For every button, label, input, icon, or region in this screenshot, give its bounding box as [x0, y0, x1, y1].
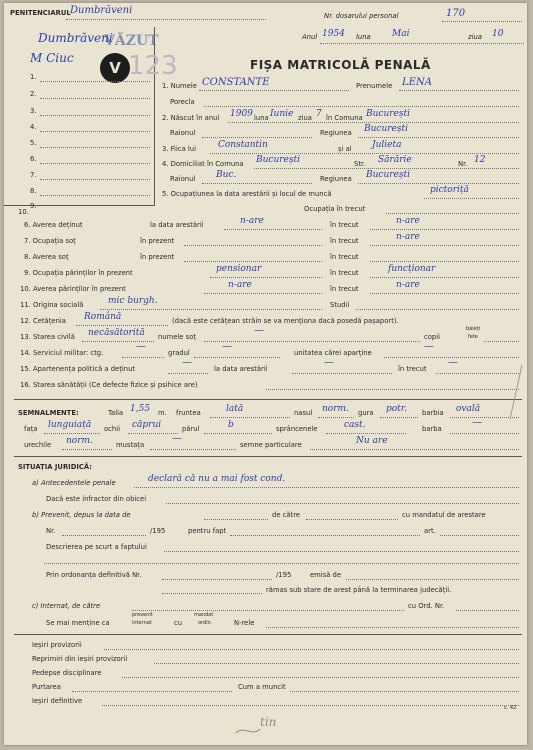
semne-label: semne particulare	[240, 441, 302, 449]
ordonanta-an-label: /195	[276, 571, 292, 579]
serviciul-militar-ctg: —	[136, 341, 146, 352]
avere-sot-label: 8. Averea soț	[24, 253, 69, 261]
juridica-title: SITUAȚIA JURIDICĂ:	[18, 463, 92, 471]
avere-parinti-value: n-are	[228, 280, 252, 290]
unitatea-value: —	[424, 341, 434, 352]
ocupatia-trecut-label: Ocupația în trecut	[304, 205, 366, 213]
nasul-value: norm.	[322, 404, 349, 414]
iesiri-provizorii-label: Ieșiri provizorii	[32, 641, 82, 649]
fata-value: lunguiață	[48, 420, 92, 430]
mustata-label: mustața	[116, 441, 145, 449]
regiunea-value: București	[364, 124, 408, 134]
ochii-label: ochii	[104, 425, 120, 433]
pencil-margin-mark	[504, 363, 526, 423]
document-page	[4, 3, 527, 745]
side-number: 8.	[30, 187, 37, 195]
ocupatia-sot-trecut-value: n-are	[396, 232, 420, 242]
nasul-label: nasul	[294, 409, 313, 417]
ocupatia-sot-trecut-label: în trecut	[330, 237, 359, 245]
barbia-value: ovală	[456, 404, 481, 414]
side-number: 4.	[30, 123, 37, 131]
internat-label: c) Internat, de către	[32, 602, 101, 610]
anul-label: Anul	[302, 33, 318, 41]
luna-label: luna	[356, 33, 371, 41]
penitenciar-label: PENITENCIARUL	[10, 9, 71, 17]
avere-data-label: la data arestării	[150, 221, 204, 229]
luna-value: Mai	[392, 29, 410, 39]
avere-trecut-value: n-are	[396, 216, 420, 226]
nr-label: Nr.	[458, 160, 468, 168]
gradul-value: —	[222, 341, 232, 352]
nascut-label: 2. Născut în anul	[162, 114, 220, 122]
ocupatia-sot-label: 7. Ocupația soț	[24, 237, 76, 245]
mentine-label: Se mai menține ca	[46, 619, 110, 627]
starea-civila-label: 13. Starea civilă	[20, 333, 75, 341]
prevenit-an-label: /195	[150, 527, 166, 535]
apartenenta-data-label: la data arestării	[214, 365, 268, 373]
strada-value: Sărărie	[378, 155, 412, 165]
strada-label: Str.	[354, 160, 366, 168]
ocupatia-parinti-label: 9. Ocupația părinților în prezent	[24, 269, 133, 277]
side-number: 2.	[30, 90, 37, 98]
stamp-number: 123	[128, 51, 178, 81]
emisa-label: emisă de	[310, 571, 342, 579]
cetatenia-label: 12. Cetățenia	[20, 317, 66, 325]
origina-label: 11. Origina socială	[20, 301, 84, 309]
cetatenia-nota: (dacă este cetățean străin se va menționa dacă posedă pașaport).	[172, 317, 399, 325]
baieti-label: băieți	[466, 326, 481, 332]
ocupatiune-value: pictoriță	[430, 185, 469, 195]
semnalmente-label: SEMNALMENTE:	[18, 409, 79, 417]
pedepse-label: Pedepse disciplinare	[32, 669, 102, 677]
ordonanta-label: Prin ordonanța definitivă Nr.	[46, 571, 142, 579]
gura-value: potr.	[386, 404, 407, 414]
stamp-hw-1: Dumbrăveni	[38, 31, 113, 45]
infractor-label: Dacă este infractor din obicei	[46, 495, 147, 503]
prenume-label: Prenumele	[356, 82, 393, 90]
form-code: c. 42	[504, 705, 517, 711]
talia-value: 1,55	[130, 404, 151, 414]
mentine-mandat: mandat	[194, 612, 214, 618]
mama-label: și al	[338, 145, 352, 153]
urechile-value: norm.	[66, 436, 93, 446]
purtarea-label: Purtarea	[32, 683, 61, 691]
avere-sot-prezent-label: în prezent	[140, 253, 175, 261]
mentine-cu: cu	[174, 619, 183, 627]
apartenenta-data-value: —	[324, 357, 334, 368]
nascut-comuna-label: în Comuna	[326, 114, 363, 122]
fete-label: fete	[468, 334, 478, 340]
nume-sot-value: —	[254, 325, 264, 336]
mentine-internat: internat	[132, 620, 152, 626]
nrele-label: N-rele	[234, 619, 255, 627]
mentine-ordin: ordin	[198, 620, 211, 626]
ocupatiune-label: 5. Ocupațiunea la data arestării și locul de muncă	[162, 190, 332, 198]
stamp-badge: V	[100, 53, 130, 83]
origina-value: mic burgh.	[108, 296, 158, 306]
avere-trecut-label: în trecut	[330, 221, 359, 229]
mentine-prevenit: prevenit	[132, 612, 153, 618]
ocupatia-parinti-value: pensionar	[216, 264, 262, 274]
anul-value: 1954	[322, 29, 345, 39]
talia-label: Talia	[108, 409, 124, 417]
domiciliu-label: 4. Domiciliat în Comuna	[162, 160, 244, 168]
regiunea-label: Regiunea	[320, 129, 352, 137]
domiciliu-comuna: București	[256, 155, 300, 165]
prevenit-label: b) Prevenit, depus la data de	[32, 511, 131, 519]
nascut-ziua-label: ziua	[298, 114, 312, 122]
antecedente-value: declară că nu a mai fost cond.	[148, 474, 286, 484]
nascut-ziua: 7	[316, 109, 322, 119]
studii-label: Studii	[330, 301, 350, 309]
ziua-value: 10	[492, 29, 504, 39]
ocupatia-sot-prezent-label: în prezent	[140, 237, 175, 245]
starea-civila-value: necăsătorită	[88, 328, 145, 338]
art-label: art.	[424, 527, 436, 535]
avere-value: n-are	[240, 216, 264, 226]
nume-sot-label: numele soț	[158, 333, 197, 341]
barba-value: —	[472, 417, 482, 428]
gradul-label: gradul	[168, 349, 190, 357]
mustata-value: —	[172, 433, 182, 444]
nume-value: CONSTANTE	[202, 77, 270, 88]
internat-ord-label: cu Ord. Nr.	[408, 602, 445, 610]
sanatate-label: 16. Starea sănătății (Ce defecte fizice și psihice are)	[20, 381, 198, 389]
parul-label: părul	[182, 425, 200, 433]
avere-parinti-trecut-value: n-are	[396, 280, 420, 290]
raionul-label: Raionul	[170, 129, 196, 137]
iesiri-definitive-label: Ieșiri definitive	[32, 697, 83, 705]
serviciul-militar-label: 14. Serviciul militar: ctg.	[20, 349, 104, 357]
apartenenta-trecut-value: —	[448, 357, 458, 368]
stamp-hw-2: M Ciuc	[30, 51, 74, 65]
penitenciar-value: Dumbrăveni	[70, 5, 133, 16]
nascut-an: 1909	[230, 109, 253, 119]
fruntea-label: fruntea	[176, 409, 201, 417]
fruntea-value: lată	[226, 404, 244, 414]
mandat-arestare-label: cu mandatul de arestare	[402, 511, 486, 519]
apartenenta-value: —	[182, 357, 192, 368]
parul-value: b	[228, 420, 234, 430]
avere-parinti-trecut-label: în trecut	[330, 285, 359, 293]
prenume-value: LENA	[402, 77, 432, 88]
barbia-label: barbia	[422, 409, 444, 417]
avere-parinti-label: 10. Averea părinților în prezent	[20, 285, 126, 293]
nume-label: 1. Numele	[162, 82, 197, 90]
antecedente-label: a) Antecedentele penale	[32, 479, 116, 487]
side-number: 7.	[30, 171, 37, 179]
fiica-tata: Constantin	[218, 140, 268, 150]
side-number: 10.	[18, 208, 29, 216]
fata-label: fața	[24, 425, 38, 433]
raionul-label-2: Raionul	[170, 175, 196, 183]
unitatea-label: unitatea cărei aparține	[294, 349, 372, 357]
side-number: 9.	[30, 202, 37, 210]
nr-value: 12	[474, 155, 486, 165]
page-title: FIȘA MATRICOLĂ PENALĂ	[250, 58, 431, 72]
side-number: 3.	[30, 107, 37, 115]
avere-sot-trecut-label: în trecut	[330, 253, 359, 261]
dosar-value: 170	[446, 8, 466, 19]
descriere-label: Descrierea pe scurt a faptului	[46, 543, 147, 551]
fiica-label: 3. Fiica lui	[162, 145, 196, 153]
urechile-label: urechile	[24, 441, 52, 449]
prevenit-nr-label: Nr.	[46, 527, 56, 535]
copii-label: copii	[424, 333, 440, 341]
reprimiri-label: Reprimiri din ieșiri provizorii	[32, 655, 128, 663]
side-number: 1.	[30, 73, 37, 81]
regiunea-label-2: Regiunea	[320, 175, 352, 183]
cum-a-muncit-label: Cum a muncit	[238, 683, 286, 691]
side-number: 6.	[30, 155, 37, 163]
ochii-value: căprui	[132, 420, 162, 430]
regiunea-value-2: București	[366, 170, 410, 180]
apartenenta-trecut-label: în trecut	[398, 365, 427, 373]
semne-value: Nu are	[356, 436, 388, 446]
barba-label: barba	[422, 425, 442, 433]
avere-label: 6. Averea deținut	[24, 221, 83, 229]
cetatenia-value: Română	[84, 312, 122, 322]
apartenenta-label: 15. Apartenența politică a deținut	[20, 365, 136, 373]
ocupatia-parinti-trecut-value: funcționar	[388, 264, 436, 274]
sprancenele-value: cast.	[344, 420, 366, 430]
side-number: 5.	[30, 139, 37, 147]
dosar-label: Nr. dosarului personal	[324, 12, 399, 20]
nascut-luna: Iunie	[270, 109, 294, 119]
vazut-stamp: VĂZUT	[104, 33, 159, 49]
ziua-label: ziua	[468, 33, 482, 41]
ramas-label: rămas sub stare de arest până la terminarea judecății.	[266, 586, 452, 594]
pentru-fapt-label: pentru fapt	[188, 527, 227, 535]
porecla-label: Porecla	[170, 98, 195, 106]
raionul-value-2: Buc.	[216, 170, 237, 180]
sprancenele-label: sprâncenele	[276, 425, 318, 433]
ocupatia-parinti-trecut-label: în trecut	[330, 269, 359, 277]
nascut-luna-label: luna	[254, 114, 269, 122]
nascut-comuna: București	[366, 109, 410, 119]
prevenit-catre-label: de către	[272, 511, 301, 519]
metri-label: m.	[158, 409, 167, 417]
pencil-scribble	[234, 717, 314, 741]
mama-value: Julieta	[372, 140, 402, 150]
pencil-signature: tin	[260, 715, 277, 729]
gura-label: gura	[358, 409, 374, 417]
